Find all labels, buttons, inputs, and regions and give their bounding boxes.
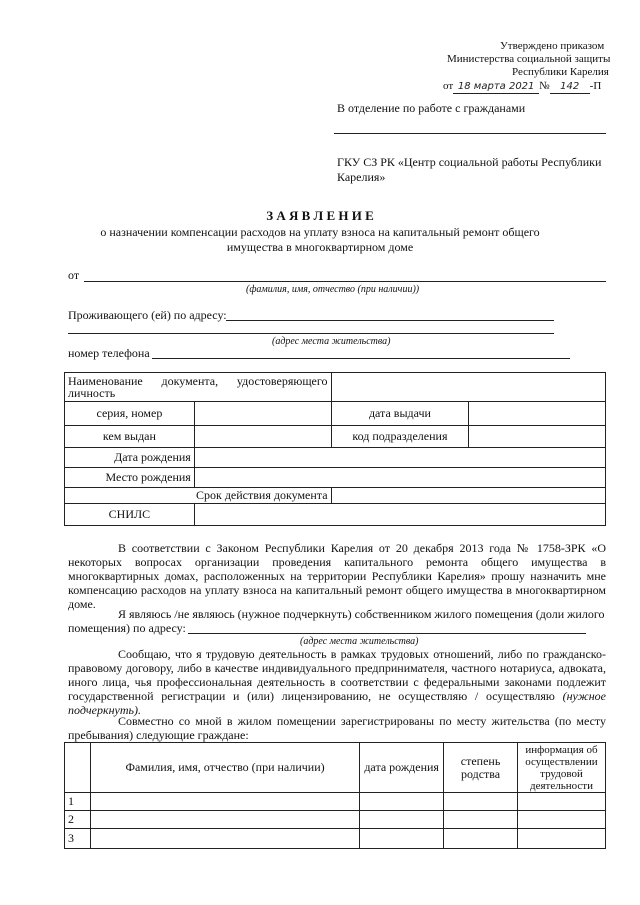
document-title: З А Я В Л Е Н И Е bbox=[266, 208, 374, 223]
paragraph-owner-line-1: Я являюсь /не являюсь (нужное подчеркнуть) собственником жилого помещения (доли жилого bbox=[118, 607, 605, 621]
family-row-name[interactable] bbox=[90, 793, 359, 811]
family-header-birth: дата рождения bbox=[360, 743, 444, 793]
id-doc-name-label: Наименование документа, удостоверяющего личность bbox=[65, 373, 332, 402]
from-label: от bbox=[68, 268, 80, 282]
applicant-name-line[interactable] bbox=[84, 281, 606, 282]
id-issued-by-value[interactable] bbox=[194, 426, 331, 448]
applicant-address-line[interactable] bbox=[226, 320, 554, 321]
addressee-blank-line bbox=[334, 133, 606, 134]
paragraph-employment-text: Сообщаю, что я трудовую деятельность в рамках трудовых отношений, либо по гражданско-правовому договору, либо в качестве индивидуального предпринимателя, частного нотариуса, адвоката, иного лица, чья профессиональная деятельность в соответствии с федеральными законами подлежит государственной регистрации и (или) лицензированию, не осуществляю / осуществляю bbox=[68, 647, 606, 703]
family-row-name[interactable] bbox=[90, 811, 359, 829]
family-row-employment[interactable] bbox=[517, 793, 605, 811]
id-issued-by-label: кем выдан bbox=[65, 426, 195, 448]
applicant-name-caption: (фамилия, имя, отчество (при наличии)) bbox=[246, 284, 420, 295]
id-birth-place-value[interactable] bbox=[194, 468, 605, 488]
id-validity-value[interactable] bbox=[331, 488, 605, 504]
id-division-code-value[interactable] bbox=[469, 426, 606, 448]
id-document-table bbox=[64, 372, 606, 526]
id-birth-date-value[interactable] bbox=[194, 448, 605, 468]
id-snils-label: СНИЛС bbox=[65, 504, 195, 526]
family-row-num: 3 bbox=[65, 829, 91, 849]
document-subtitle-1: о назначении компенсации расходов на уплату взноса на капитальный ремонт общего bbox=[100, 225, 540, 239]
paragraph-employment-note: (нужное подчеркнуть). bbox=[68, 689, 606, 717]
approval-date-prefix: от bbox=[443, 80, 454, 92]
id-snils-value[interactable] bbox=[194, 504, 605, 526]
family-row-employment[interactable] bbox=[517, 829, 605, 849]
phone-label: номер телефона bbox=[68, 346, 150, 360]
paragraph-cohabitants: Совместно со мной в жилом помещении зарегистрированы по месту жительства (по месту пребывания) следующие граждане: bbox=[68, 714, 606, 742]
table-row bbox=[65, 829, 606, 849]
approval-line-1: Утверждено приказом bbox=[500, 40, 605, 52]
addressee-org-line-1: ГКУ СЗ РК «Центр социальной работы Республики bbox=[337, 155, 602, 169]
family-row-birth[interactable] bbox=[360, 811, 444, 829]
id-issue-date-value[interactable] bbox=[469, 402, 606, 426]
applicant-address-caption: (адрес места жительства) bbox=[272, 336, 391, 347]
address-label: Проживающего (ей) по адресу: bbox=[68, 308, 227, 322]
approval-line-2: Министерства социальной защиты bbox=[447, 53, 611, 65]
approval-date-line bbox=[443, 80, 608, 94]
id-series-label: серия, номер bbox=[65, 402, 195, 426]
table-row bbox=[65, 793, 606, 811]
family-row-employment[interactable] bbox=[517, 811, 605, 829]
approval-date-value: 18 марта 2021 bbox=[453, 80, 539, 94]
addressee-org-line-2: Карелия» bbox=[337, 170, 386, 184]
id-series-value[interactable] bbox=[194, 402, 331, 426]
family-header-num bbox=[65, 743, 91, 793]
id-issue-date-label: дата выдачи bbox=[331, 402, 469, 426]
family-row-num: 2 bbox=[65, 811, 91, 829]
owner-address-caption: (адрес места жительства) bbox=[300, 636, 419, 647]
id-doc-name-value[interactable] bbox=[331, 373, 605, 402]
family-row-birth[interactable] bbox=[360, 829, 444, 849]
phone-line[interactable] bbox=[152, 358, 570, 359]
family-row-relation[interactable] bbox=[444, 811, 518, 829]
approval-number-suffix: -П bbox=[589, 80, 602, 92]
paragraph-owner-line-2: помещения) по адресу: bbox=[68, 621, 186, 635]
addressee-department: В отделение по работе с гражданами bbox=[337, 101, 526, 115]
family-header-employment: информация об осуществлении трудовой деятельности bbox=[517, 743, 605, 793]
approval-number-value: 142 bbox=[550, 80, 590, 94]
approval-number-prefix: № bbox=[539, 80, 550, 92]
id-birth-place-label: Место рождения bbox=[65, 468, 195, 488]
family-header-relation: степень родства bbox=[444, 743, 518, 793]
family-row-birth[interactable] bbox=[360, 793, 444, 811]
family-row-num: 1 bbox=[65, 793, 91, 811]
table-row bbox=[65, 811, 606, 829]
paragraph-law: В соответствии с Законом Республики Карелия от 20 декабря 2013 года № 1758-ЗРК «О некоторых вопросах организации проведения капитального ремонта общего имущества в многоквартирных домах, расположенных на территории Республики Карелия» прошу назначить мне компенсацию расходов на уплату взноса на капитальный ремонт общего имущества в многоквартирном доме. bbox=[68, 541, 606, 611]
family-table bbox=[64, 742, 606, 849]
family-header-name: Фамилия, имя, отчество (при наличии) bbox=[90, 743, 359, 793]
paragraph-employment bbox=[68, 647, 606, 717]
family-row-name[interactable] bbox=[90, 829, 359, 849]
approval-line-3: Республики Карелия bbox=[512, 66, 609, 78]
id-division-code-label: код подразделения bbox=[331, 426, 469, 448]
family-row-relation[interactable] bbox=[444, 829, 518, 849]
owner-address-line[interactable] bbox=[188, 633, 586, 634]
id-validity-label: Срок действия документа bbox=[65, 488, 332, 504]
id-birth-date-label: Дата рождения bbox=[65, 448, 195, 468]
family-row-relation[interactable] bbox=[444, 793, 518, 811]
document-subtitle-2: имущества в многоквартирном доме bbox=[226, 240, 414, 254]
applicant-address-line-2[interactable] bbox=[68, 333, 554, 334]
